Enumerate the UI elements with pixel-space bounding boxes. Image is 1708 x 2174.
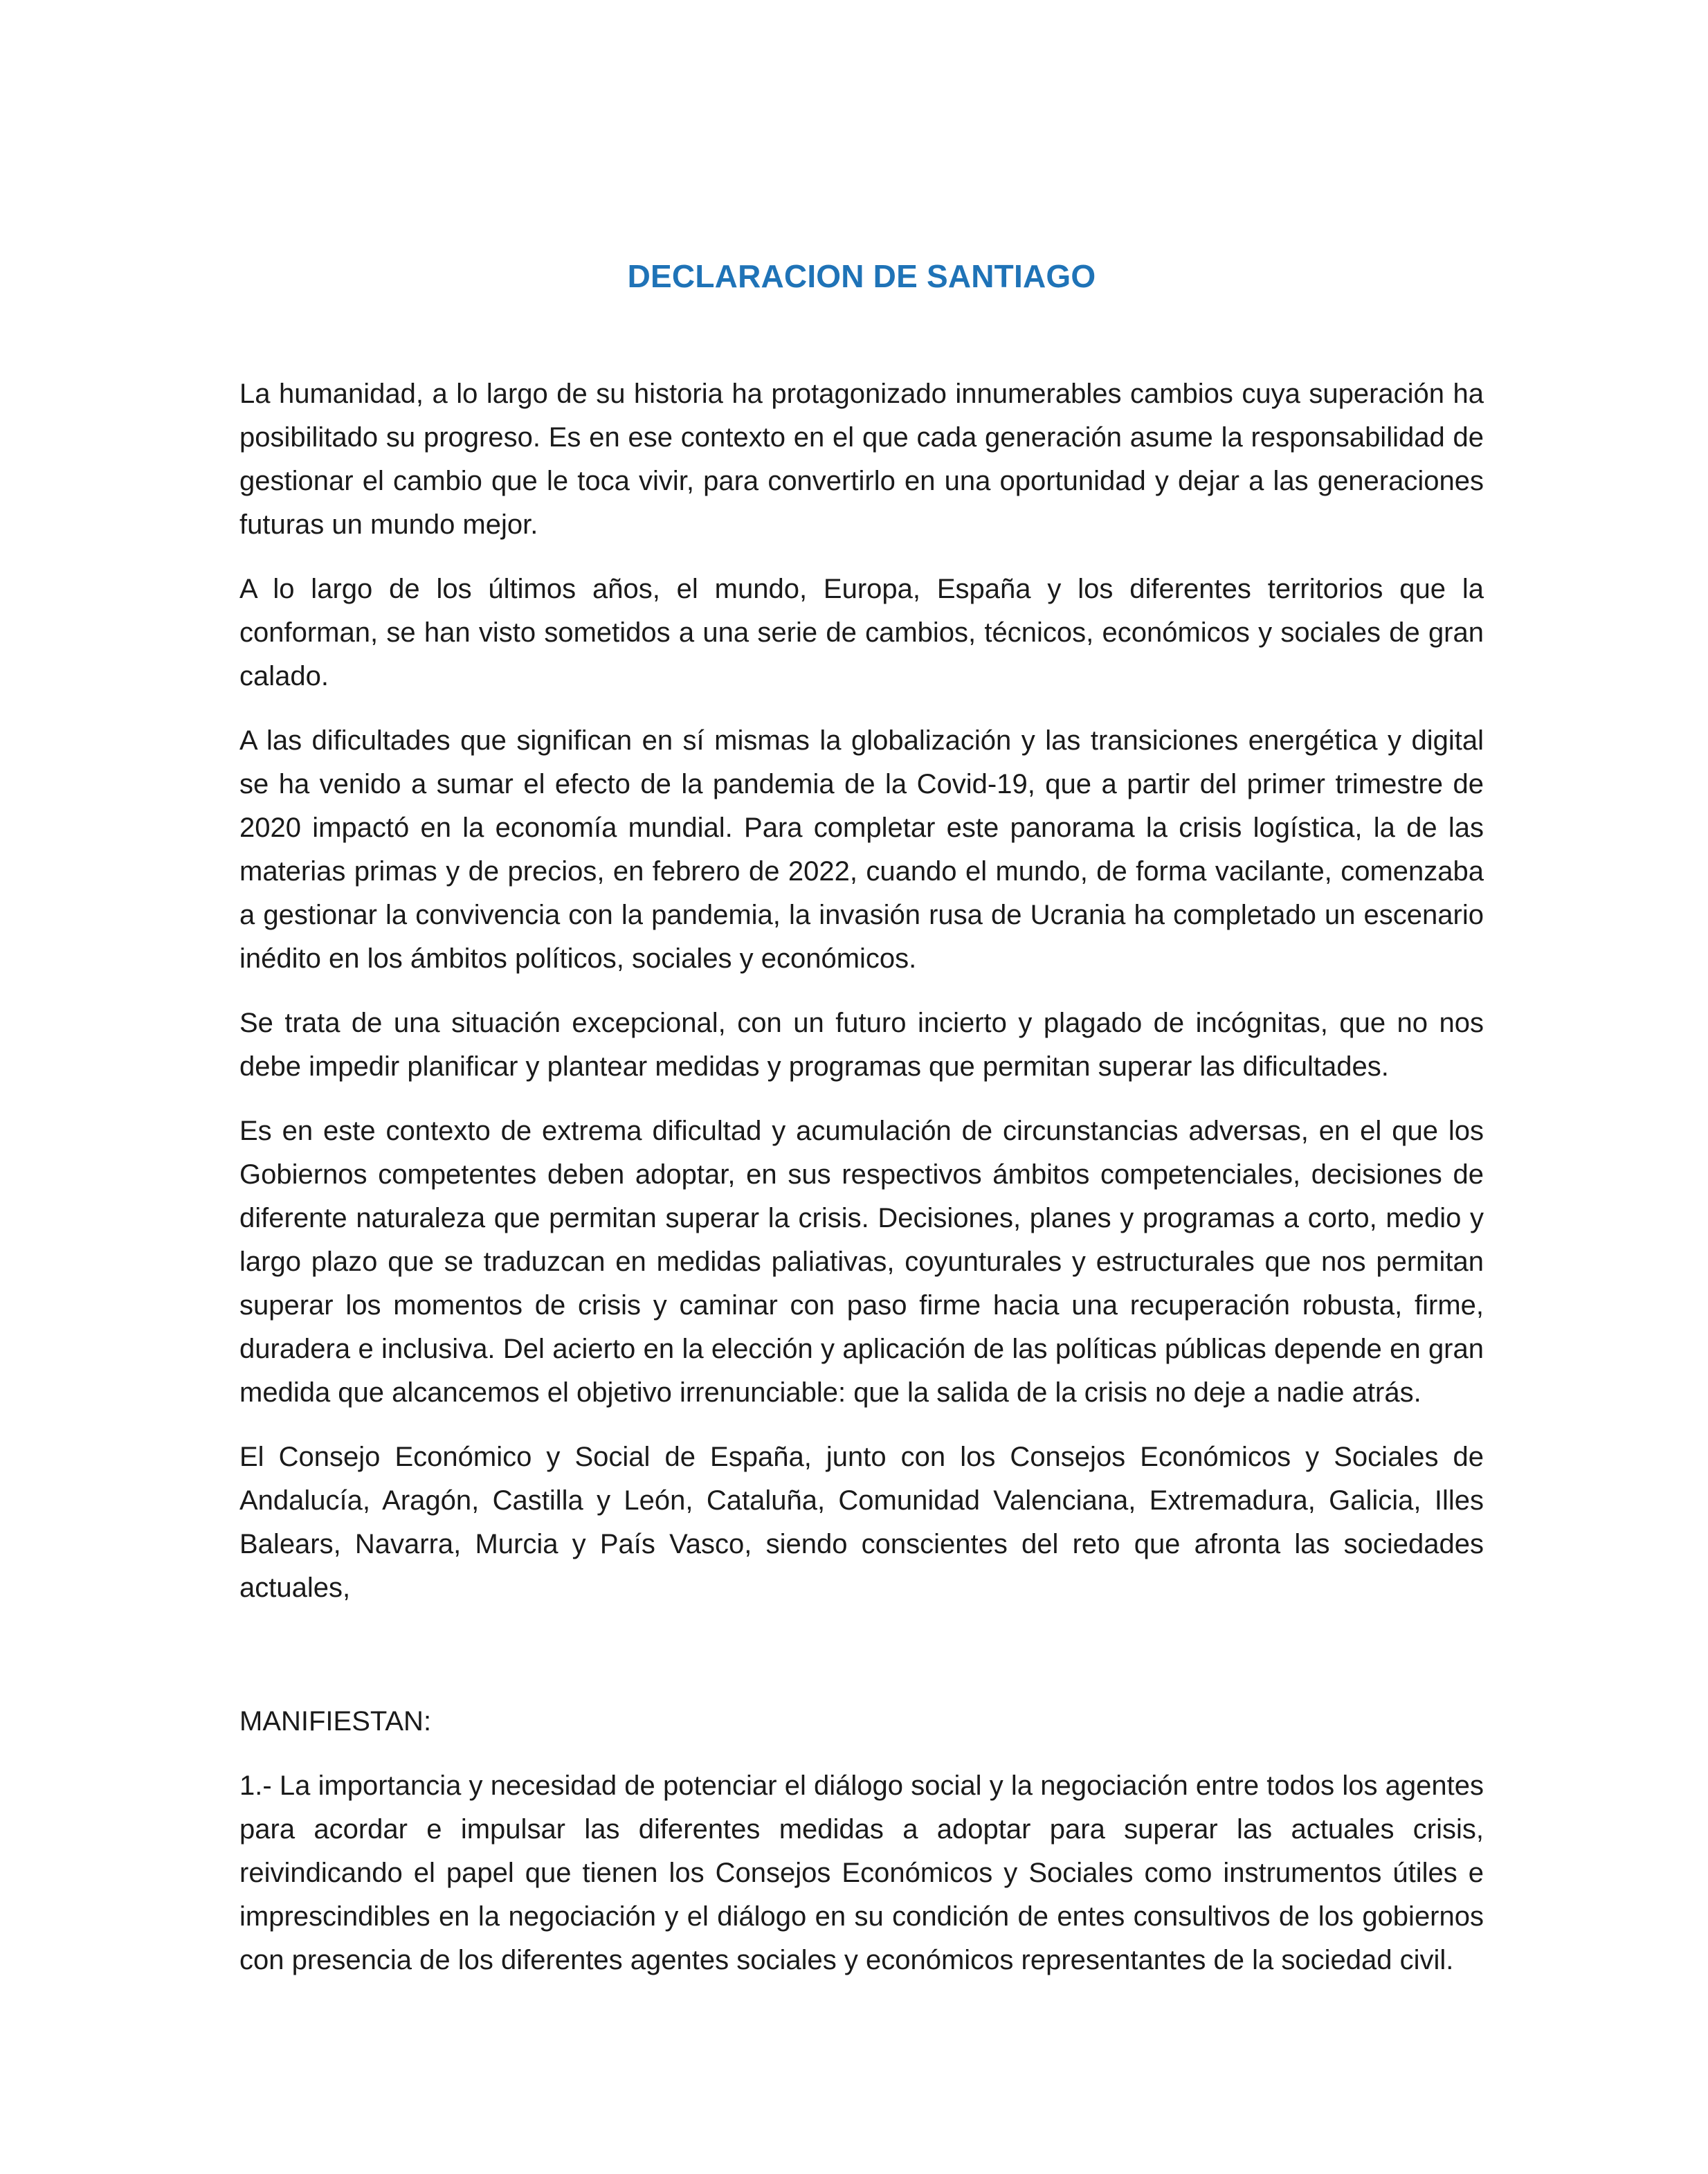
paragraph-contexto-dificultad: Es en este contexto de extrema dificultad y acumulación de circunstancias adversas, en el que los Gobiernos competentes deben adoptar, en sus respectivos ámbitos competenciales, decisiones de diferente naturaleza que permitan superar la crisis. Decisiones, planes y programas a corto, medio y largo plazo que se traduzcan en medidas paliativas, coyunturales y estructurales que nos permitan superar los momentos de crisis y caminar con paso firme hacia una recuperación robusta, firme, duradera e inclusiva. Del acierto en la elección y aplicación de las políticas públicas depende en gran medida que alcancemos el objetivo irrenunciable: que la salida de la crisis no deje a nadie atrás. [239,1116,1484,1408]
manifiestan-heading: MANIFIESTAN: [239,1706,432,1737]
paragraph-consejo-economico: El Consejo Económico y Social de España, junto con los Consejos Económicos y Sociales de Andalucía, Aragón, Castilla y León, Cataluña, Comunidad Valenciana, Extremadura, Galicia, Illes Balears, Navarra, Murcia y País Vasco, siendo conscientes del reto que afronta las sociedades actuales, [239,1442,1484,1603]
paragraph-situacion-excepcional: Se trata de una situación excepcional, con un futuro incierto y plagado de incógnitas, que no nos debe impedir planificar y plantear medidas y programas que permitan superar las dificultades. [239,1008,1484,1082]
document-title: DECLARACION DE SANTIAGO [627,258,1096,294]
document-body [239,252,1484,2003]
manifiestan-item-1: 1.- La importancia y necesidad de potenciar el diálogo social y la negociación entre todos los agentes para acordar e impulsar las diferentes medidas a adoptar para superar las actuales crisis, reivindicando el papel que tienen los Consejos Económicos y Sociales como instrumentos útiles e imprescindibles en la negociación y el diálogo en su condición de entes consultivos de los gobiernos con presencia de los diferentes agentes sociales y económicos representantes de la sociedad civil. [239,1770,1484,1975]
paragraph-humanidad: La humanidad, a lo largo de su historia ha protagonizado innumerables cambios cuya superación ha posibilitado su progreso. Es en ese contexto en el que cada generación asume la responsabilidad de gestionar el cambio que le toca vivir, para convertirlo en una oportunidad y dejar a las generaciones futuras un mundo mejor. [239,379,1484,540]
paragraph-ultimos-anos: A lo largo de los últimos años, el mundo, Europa, España y los diferentes territorios que la conforman, se han visto sometidos a una serie de cambios, técnicos, económicos y sociales de gran calado. [239,574,1484,691]
paragraph-dificultades: A las dificultades que significan en sí mismas la globalización y las transiciones energética y digital se ha venido a sumar el efecto de la pandemia de la Covid-19, que a partir del primer trimestre de 2020 impactó en la economía mundial. Para completar este panorama la crisis logística, la de las materias primas y de precios, en febrero de 2022, cuando el mundo, de forma vacilante, comenzaba a gestionar la convivencia con la pandemia, la invasión rusa de Ucrania ha completado un escenario inédito en los ámbitos políticos, sociales y económicos. [239,725,1484,974]
